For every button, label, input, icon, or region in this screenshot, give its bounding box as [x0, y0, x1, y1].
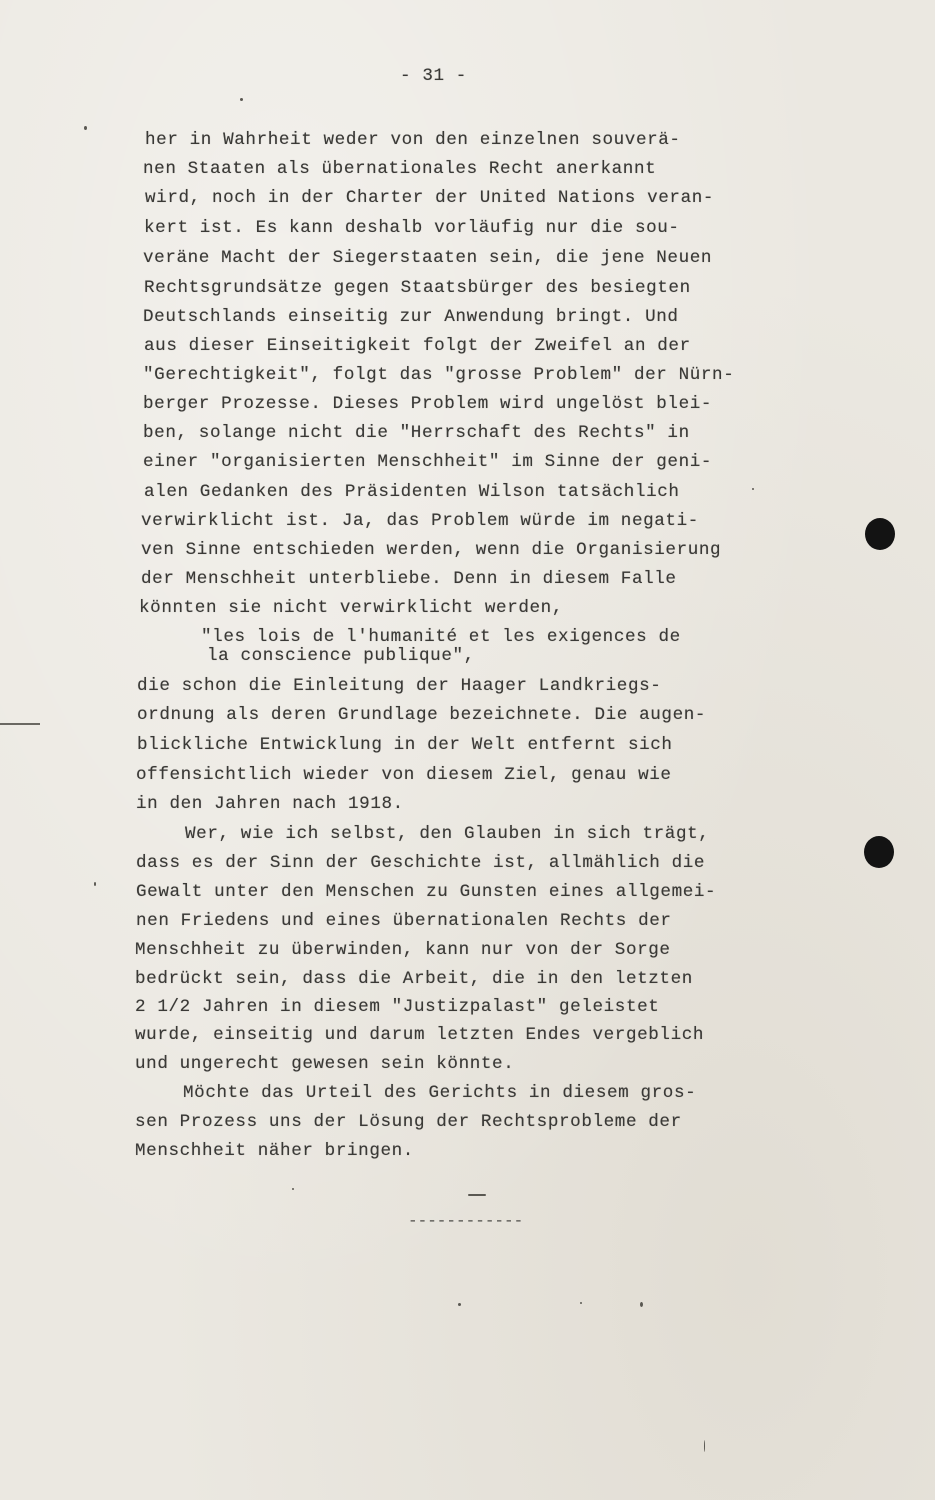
text-line: verwirklicht ist. Ja, das Problem würde im negati-: [141, 511, 699, 531]
text-line: bedrückt sein, dass die Arbeit, die in den letzten: [135, 969, 693, 989]
text-line: aus dieser Einseitigkeit folgt der Zweifel an der: [144, 336, 691, 356]
page-number: - 31 -: [400, 66, 467, 86]
text-line: Wer, wie ich selbst, den Glauben in sich trägt,: [185, 824, 710, 844]
text-line: kert ist. Es kann deshalb vorläufig nur die sou-: [144, 218, 680, 238]
ink-speck: [468, 1194, 486, 1196]
ink-speck: [94, 882, 96, 886]
quotation-line: la conscience publique",: [207, 646, 475, 666]
text-line: blickliche Entwicklung in der Welt entfernt sich: [137, 735, 673, 755]
text-line: berger Prozesse. Dieses Problem wird ungelöst blei-: [143, 394, 713, 414]
text-line: dass es der Sinn der Geschichte ist, allmählich die: [136, 853, 706, 873]
text-line: Menschheit näher bringen.: [135, 1141, 414, 1161]
text-line: der Menschheit unterbliebe. Denn in diesem Falle: [141, 569, 677, 589]
ink-speck: [240, 98, 243, 101]
text-line: ordnung als deren Grundlage bezeichnete. Die augen-: [137, 705, 707, 725]
text-line: alen Gedanken des Präsidenten Wilson tatsächlich: [144, 482, 680, 502]
text-line: Rechtsgrundsätze gegen Staatsbürger des besiegten: [144, 278, 691, 298]
text-line: Menschheit zu überwinden, kann nur von der Sorge: [135, 940, 671, 960]
text-line: sen Prozess uns der Lösung der Rechtsprobleme der: [135, 1112, 682, 1132]
text-line: wird, noch in der Charter der United Nations veran-: [145, 188, 715, 208]
text-line: Deutschlands einseitig zur Anwendung bringt. Und: [143, 307, 679, 327]
text-line: "Gerechtigkeit", folgt das "grosse Problem" der Nürn-: [143, 365, 735, 385]
text-line: die schon die Einleitung der Haager Landkriegs-: [137, 676, 662, 696]
closing-separator: ------------: [408, 1212, 524, 1230]
body-text: [135, 130, 785, 1190]
ink-speck: [292, 1188, 294, 1190]
text-line: ben, solange nicht die "Herrschaft des Rechts" in: [143, 423, 690, 443]
text-line: veräne Macht der Siegerstaaten sein, die jene Neuen: [143, 248, 713, 268]
punch-hole-bottom: [864, 836, 894, 868]
text-line: nen Staaten als übernationales Recht anerkannt: [143, 159, 657, 179]
ink-speck: [458, 1303, 461, 1306]
text-line: einer "organisierten Menschheit" im Sinne der geni-: [143, 452, 713, 472]
ink-speck: [640, 1302, 643, 1307]
text-line: wurde, einseitig und darum letzten Endes vergeblich: [135, 1025, 705, 1045]
punch-hole-top: [865, 518, 895, 550]
text-line: ven Sinne entschieden werden, wenn die Organisierung: [141, 540, 722, 560]
text-line: in den Jahren nach 1918.: [136, 794, 404, 814]
ink-speck: [580, 1302, 582, 1304]
margin-mark: [0, 723, 40, 725]
text-line: könnten sie nicht verwirklicht werden,: [139, 598, 564, 618]
text-line: Gewalt unter den Menschen zu Gunsten eines allgemei-: [136, 882, 717, 902]
text-line: offensichtlich wieder von diesem Ziel, genau wie: [136, 765, 672, 785]
ink-speck: [84, 126, 87, 130]
text-line: 2 1/2 Jahren in diesem "Justizpalast" geleistet: [135, 997, 660, 1017]
ink-speck: [752, 488, 754, 490]
text-line: Möchte das Urteil des Gerichts in diesem gros-: [183, 1083, 697, 1103]
text-line: her in Wahrheit weder von den einzelnen souverä-: [145, 130, 681, 150]
text-line: nen Friedens und eines übernationalen Rechts der: [136, 911, 672, 931]
text-line: und ungerecht gewesen sein könnte.: [135, 1054, 515, 1074]
quotation-line: "les lois de l'humanité et les exigences de: [201, 627, 681, 647]
ink-speck: [704, 1440, 705, 1452]
